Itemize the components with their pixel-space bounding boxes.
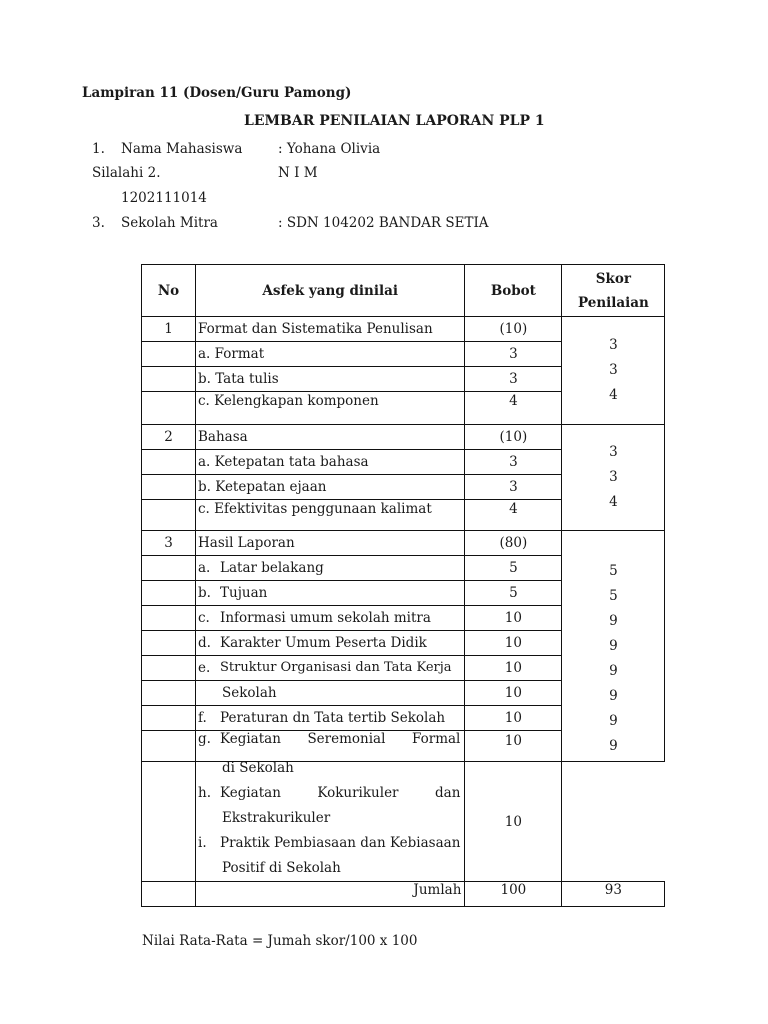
- item-letter: b.: [198, 585, 211, 601]
- assessment-table: [141, 264, 665, 907]
- empty-no-cell: [142, 556, 196, 581]
- weight-value: 10: [465, 656, 562, 681]
- aspect-word: Formal: [411, 731, 461, 747]
- group1-weight: (10): [465, 317, 562, 342]
- aspect-word: Kegiatan: [220, 731, 281, 747]
- score-value: 9: [609, 738, 618, 754]
- aspect-label: Struktur Organisasi dan Tata Kerja: [220, 660, 452, 675]
- aspect-label: Karakter Umum Peserta Didik: [220, 635, 427, 651]
- score-value: 5: [609, 588, 618, 604]
- student-name-continuation: Silalahi 2.: [92, 165, 161, 181]
- empty-no-cell: [142, 631, 196, 656]
- school-value: : SDN 104202 BANDAR SETIA: [278, 215, 489, 231]
- item-letter: f.: [198, 710, 207, 726]
- aspect-word: dan: [435, 785, 461, 801]
- weight-value: 10: [465, 762, 562, 882]
- empty-no-cell: [142, 882, 196, 907]
- weight-value: 3: [465, 342, 562, 367]
- group1-no: 1: [142, 317, 196, 342]
- total-score: 93: [562, 882, 665, 907]
- table-row: [142, 317, 665, 342]
- table-row: [142, 425, 665, 450]
- header-aspect: Asfek yang dinilai: [196, 265, 465, 317]
- aspect-label: Tujuan: [220, 585, 268, 601]
- weight-value: 10: [465, 631, 562, 656]
- weight-value: 10: [465, 681, 562, 706]
- total-row: [142, 882, 665, 907]
- aspect-label: a. Ketepatan tata bahasa: [196, 450, 465, 475]
- group2-weight: (10): [465, 425, 562, 450]
- aspect-label: Informasi umum sekolah mitra: [220, 610, 431, 626]
- empty-no-cell: [142, 500, 196, 531]
- total-weight: 100: [465, 882, 562, 907]
- aspect-label-continuation: di Sekolah: [222, 761, 294, 776]
- average-formula: Nilai Rata-Rata = Jumah skor/100 x 100: [142, 933, 418, 949]
- header-score: [562, 265, 665, 317]
- aspect-label: Praktik Pembiasaan dan Kebiasaan: [220, 835, 461, 851]
- aspect-label: Peraturan dn Tata tertib Sekolah: [220, 710, 446, 726]
- empty-no-cell: [142, 606, 196, 631]
- empty-no-cell: [142, 656, 196, 681]
- nim-value: 1202111014: [121, 190, 207, 206]
- group1-scores: [562, 317, 665, 425]
- score-value: 9: [609, 638, 618, 654]
- empty-no-cell: [142, 475, 196, 500]
- item-letter: i.: [198, 835, 207, 851]
- group2-scores: [562, 425, 665, 531]
- score-value: 9: [609, 663, 618, 679]
- empty-no-cell: [142, 392, 196, 425]
- weight-value: 10: [465, 606, 562, 631]
- appendix-label: Lampiran 11 (Dosen/Guru Pamong): [82, 85, 352, 101]
- weight-value: 5: [465, 556, 562, 581]
- aspect-word: Seremonial: [307, 731, 386, 747]
- weight-value: 10: [465, 731, 562, 762]
- table-header-row: [142, 265, 665, 317]
- aspect-label: c. Kelengkapan komponen: [196, 392, 465, 425]
- aspect-label-continuation: Sekolah: [222, 685, 277, 701]
- header-weight: Bobot: [465, 265, 562, 317]
- empty-no-cell: [142, 706, 196, 731]
- item-letter: e.: [198, 660, 211, 676]
- group3-scores: [562, 531, 665, 762]
- identity-line1-number: 1.: [92, 141, 105, 157]
- score-value: 3: [609, 362, 618, 378]
- weight-value: 10: [465, 706, 562, 731]
- score-value: 4: [609, 387, 618, 403]
- score-value: 3: [609, 469, 618, 485]
- item-letter: c.: [198, 610, 210, 626]
- table-row: [142, 762, 665, 882]
- student-name-value: : Yohana Olivia: [278, 141, 381, 157]
- item-letter: h.: [198, 785, 211, 801]
- empty-no-cell: [142, 581, 196, 606]
- score-value: 3: [609, 444, 618, 460]
- aspect-label: Latar belakang: [220, 560, 324, 576]
- weight-value: 5: [465, 581, 562, 606]
- header-no: No: [142, 265, 196, 317]
- table-row: [142, 531, 665, 556]
- empty-no-cell: [142, 681, 196, 706]
- weight-value: 4: [465, 392, 562, 425]
- empty-no-cell: [142, 367, 196, 392]
- group3-no: 3: [142, 531, 196, 556]
- empty-no-cell: [142, 731, 196, 762]
- header-score-line2: Penilaian: [577, 294, 649, 311]
- aspect-word: Kegiatan: [220, 785, 281, 801]
- aspect-word: Kokurikuler: [317, 785, 399, 801]
- aspect-label: b. Ketepatan ejaan: [196, 475, 465, 500]
- weight-value: 3: [465, 367, 562, 392]
- item-letter: a.: [198, 560, 211, 576]
- total-label: Jumlah: [196, 882, 465, 907]
- group2-title: Bahasa: [196, 425, 465, 450]
- aspect-label: c. Efektivitas penggunaan kalimat: [196, 500, 465, 531]
- score-value: 4: [609, 494, 618, 510]
- aspect-label-continuation: Positif di Sekolah: [222, 860, 341, 876]
- aspect-label: b. Tata tulis: [196, 367, 465, 392]
- item-letter: d.: [198, 635, 211, 651]
- weight-value: 3: [465, 450, 562, 475]
- weight-value: 3: [465, 475, 562, 500]
- score-value: 9: [609, 688, 618, 704]
- aspect-label-continuation: Ekstrakurikuler: [222, 810, 331, 826]
- score-value: 5: [609, 563, 618, 579]
- empty-no-cell: [142, 342, 196, 367]
- group1-title: Format dan Sistematika Penulisan: [196, 317, 465, 342]
- header-score-line1: Skor: [595, 270, 631, 287]
- nim-label: N I M: [278, 165, 318, 181]
- score-value: 9: [609, 713, 618, 729]
- identity-line4-number: 3.: [92, 215, 105, 231]
- score-value: 3: [609, 337, 618, 353]
- empty-no-cell: [142, 450, 196, 475]
- group3-title: Hasil Laporan: [196, 531, 465, 556]
- group2-no: 2: [142, 425, 196, 450]
- item-letter: g.: [198, 731, 211, 747]
- group3-weight: (80): [465, 531, 562, 556]
- school-label: Sekolah Mitra: [121, 215, 218, 231]
- empty-no-cell: [142, 762, 196, 882]
- page-title: LEMBAR PENILAIAN LAPORAN PLP 1: [244, 113, 545, 129]
- aspect-label: a. Format: [196, 342, 465, 367]
- weight-value: 4: [465, 500, 562, 531]
- score-value: 9: [609, 613, 618, 629]
- student-name-label: Nama Mahasiswa: [121, 141, 243, 157]
